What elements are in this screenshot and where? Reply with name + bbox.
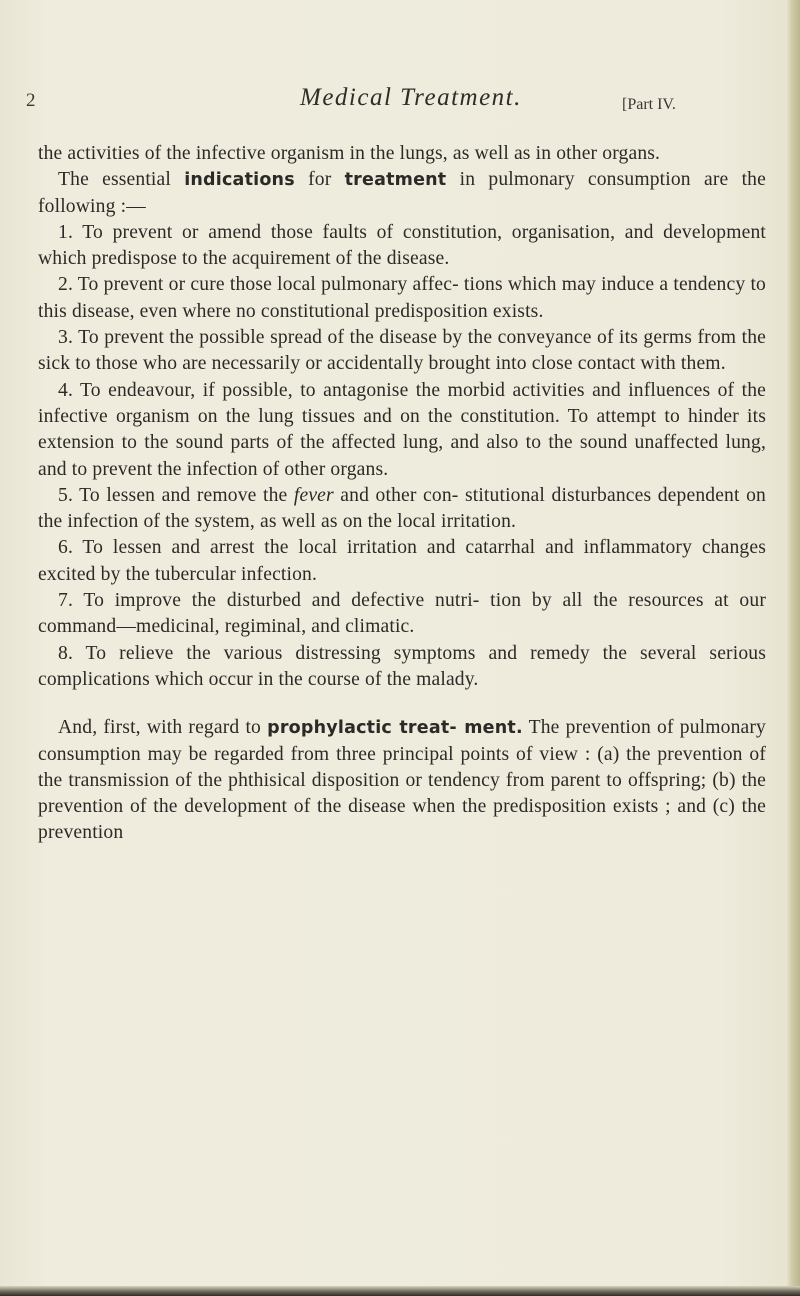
list-item-1: 1. To prevent or amend those faults of constitution, organisation, and development which predispose to the acquirement of the disease. — [38, 221, 766, 270]
running-title: Medical Treatment. — [300, 84, 522, 111]
page-header — [0, 84, 800, 118]
list-item-2: 2. To prevent or cure those local pulmonary affec- tions which may induce a tendency to this disease, even where no constitutional predisposition exists. — [38, 274, 766, 322]
bold-term-prophylactic: prophylactic treat- ment. — [267, 718, 523, 739]
part-label: [Part IV. — [622, 96, 676, 113]
text-run: And, first, with regard to — [58, 717, 268, 739]
paragraph-continuation: the activities of the infective organism in the lungs, as well as in other organs. — [38, 143, 661, 164]
page-number: 2 — [26, 90, 36, 111]
text-run: The essential — [58, 169, 185, 191]
paragraph-prophylactic — [38, 715, 766, 846]
text-run: in pulmonary consumption are the following :— — [38, 169, 766, 217]
list-item-7: 7. To improve the disturbed and defective nutri- tion by all the resources at our command—medicinal, regiminal, and climatic. — [38, 590, 766, 638]
paragraph-indications — [38, 167, 766, 220]
list-item-3: 3. To prevent the possible spread of the disease by the conveyance of its germs from the sick to those who are necessarily or accidentally brought into close contact with them. — [38, 327, 766, 375]
page-edge-shadow — [786, 0, 800, 1296]
bold-term-indications: indications — [184, 170, 295, 191]
paragraph-gap — [38, 693, 766, 715]
list-item-4: 4. To endeavour, if possible, to antagonise the morbid activities and influences of the infective organism on the lung tissues and on the constitution. To attempt to hinder its extension to the sound parts of the affected lung, and also to the sound unaffected lung, and to prevent the infection of other organs. — [38, 379, 766, 480]
list-item-8: 8. To relieve the various distressing symptoms and remedy the several serious complications which occur in the course of the malady. — [38, 642, 766, 690]
bottom-edge-rule — [0, 1286, 800, 1296]
text-run: The prevention of pulmonary consumption may be regarded from three principal points of view : (a) the prevention of the transmission of the phthisical disposition or tendency from parent to offspring; (b) the prevention of the development of the disease when the predisposition exists ; and (c) the prevention — [38, 717, 766, 844]
list-item-6: 6. To lessen and arrest the local irritation and catarrhal and inflammatory changes excited by the tubercular infection. — [38, 537, 766, 585]
text-run: 5. To lessen and remove the — [58, 484, 294, 506]
list-item-5 — [38, 483, 766, 536]
italic-term-fever: fever — [293, 484, 334, 506]
bold-term-treatment: treatment — [344, 170, 447, 191]
text-run: for — [294, 169, 345, 191]
text-run: and other con- stitutional disturbances dependent on the infection of the system, as well as on the local irritation. — [38, 484, 766, 533]
body-text — [38, 141, 766, 847]
